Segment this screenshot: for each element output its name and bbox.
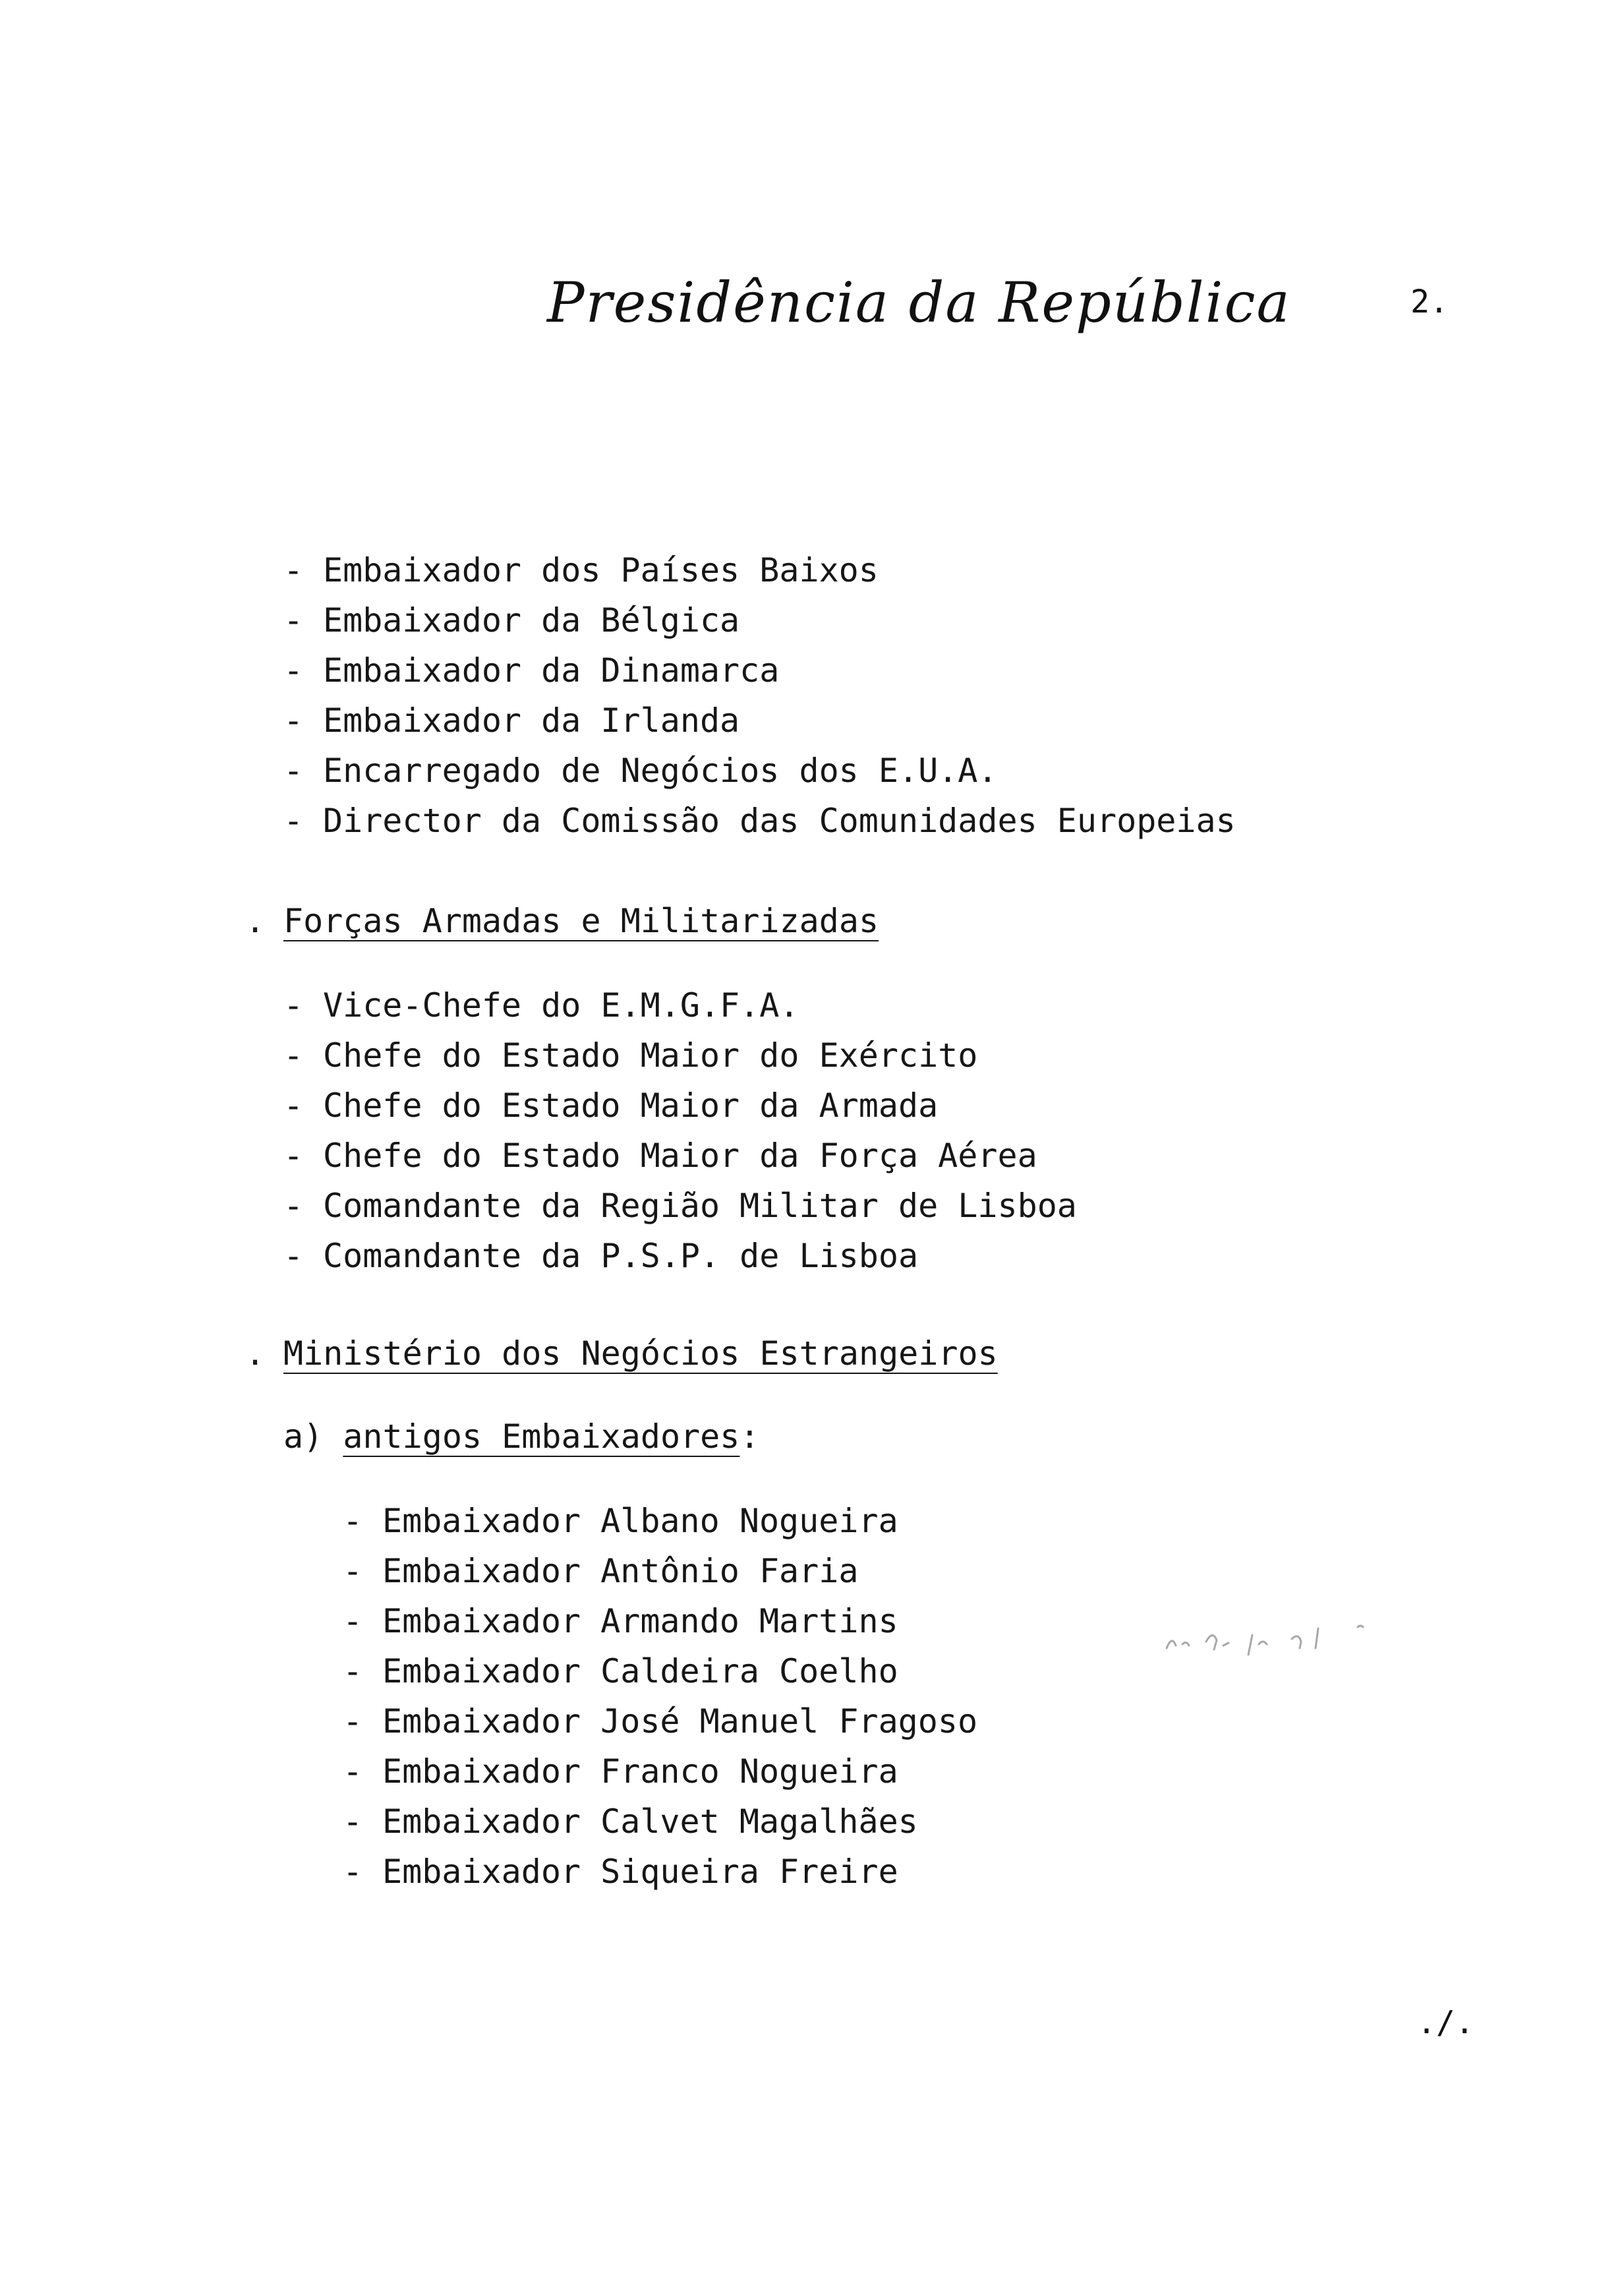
list-dash: -	[283, 752, 304, 790]
section-bullet: .	[245, 1334, 266, 1373]
list-item	[283, 1137, 1037, 1175]
list-item-text: Vice-Chefe do E.M.G.F.A.	[323, 986, 799, 1025]
list-dash: -	[283, 1036, 304, 1075]
list-item	[283, 1036, 978, 1075]
page-number: 2.	[1410, 283, 1449, 320]
list-item	[283, 802, 1236, 840]
list-item-text: Embaixador Caldeira Coelho	[382, 1652, 898, 1690]
list-item	[343, 1702, 978, 1740]
list-item	[343, 1502, 898, 1540]
list-dash: -	[283, 986, 304, 1025]
list-dash: -	[343, 1702, 363, 1740]
list-item-text: Embaixador Antônio Faria	[382, 1552, 859, 1590]
list-dash: -	[343, 1552, 363, 1590]
list-dash: -	[343, 1502, 363, 1540]
list-dash: -	[343, 1752, 363, 1791]
section-heading-ministry: Ministério dos Negócios Estrangeiros	[283, 1334, 998, 1373]
list-item	[283, 701, 740, 740]
list-item-text: Director da Comissão das Comunidades Europeias	[323, 802, 1236, 840]
list-dash: -	[283, 1187, 304, 1225]
list-item-text: Embaixador Calvet Magalhães	[382, 1802, 918, 1841]
list-item	[283, 551, 879, 589]
list-dash: -	[283, 802, 304, 840]
list-dash: -	[283, 701, 304, 740]
list-item-text: Embaixador Armando Martins	[382, 1602, 898, 1640]
subsection-heading	[283, 1417, 760, 1456]
subsection-suffix: :	[740, 1417, 760, 1456]
list-item	[343, 1853, 898, 1891]
list-dash: -	[343, 1802, 363, 1841]
continuation-mark: ./.	[1417, 2004, 1474, 2041]
list-item	[343, 1602, 898, 1640]
list-dash: -	[343, 1853, 363, 1891]
section-heading-forces: Forças Armadas e Militarizadas	[283, 902, 879, 940]
list-item-text: Embaixador José Manuel Fragoso	[382, 1702, 978, 1740]
list-item-text: Chefe do Estado Maior da Força Aérea	[323, 1137, 1037, 1175]
list-item-text: Embaixador Siqueira Freire	[382, 1853, 898, 1891]
list-item-text: Chefe do Estado Maior da Armada	[323, 1086, 939, 1125]
list-item	[283, 986, 799, 1025]
list-item-text: Encarregado de Negócios dos E.U.A.	[323, 752, 998, 790]
list-item	[343, 1652, 898, 1690]
list-item	[283, 1086, 939, 1125]
list-dash: -	[343, 1602, 363, 1640]
list-item	[343, 1752, 898, 1791]
list-item-text: Embaixador da Irlanda	[323, 701, 740, 740]
list-item	[283, 601, 740, 639]
list-dash: -	[343, 1652, 363, 1690]
list-item	[283, 752, 998, 790]
list-item-text: Chefe do Estado Maior do Exército	[323, 1036, 978, 1075]
letterhead: Presidência da República	[547, 270, 1291, 335]
list-dash: -	[283, 651, 304, 690]
list-item-text: Embaixador da Dinamarca	[323, 651, 780, 690]
section-bullet: .	[245, 902, 266, 940]
list-item-text: Embaixador dos Países Baixos	[323, 551, 879, 589]
handwritten-scribble	[1160, 1615, 1397, 1668]
list-item-text: Embaixador da Bélgica	[323, 601, 740, 639]
list-dash: -	[283, 551, 304, 589]
list-item-text: Comandante da P.S.P. de Lisboa	[323, 1237, 919, 1275]
list-item-text: Embaixador Franco Nogueira	[382, 1752, 898, 1791]
list-item	[283, 651, 780, 690]
list-dash: -	[283, 601, 304, 639]
subsection-title: antigos Embaixadores	[343, 1417, 740, 1456]
list-item-text: Embaixador Albano Nogueira	[382, 1502, 898, 1540]
list-dash: -	[283, 1237, 304, 1275]
list-item	[283, 1187, 1077, 1225]
list-dash: -	[283, 1137, 304, 1175]
subsection-prefix: a)	[283, 1417, 324, 1456]
list-item	[283, 1237, 919, 1275]
list-item	[343, 1802, 918, 1841]
list-item-text: Comandante da Região Militar de Lisboa	[323, 1187, 1077, 1225]
list-dash: -	[283, 1086, 304, 1125]
list-item	[343, 1552, 859, 1590]
